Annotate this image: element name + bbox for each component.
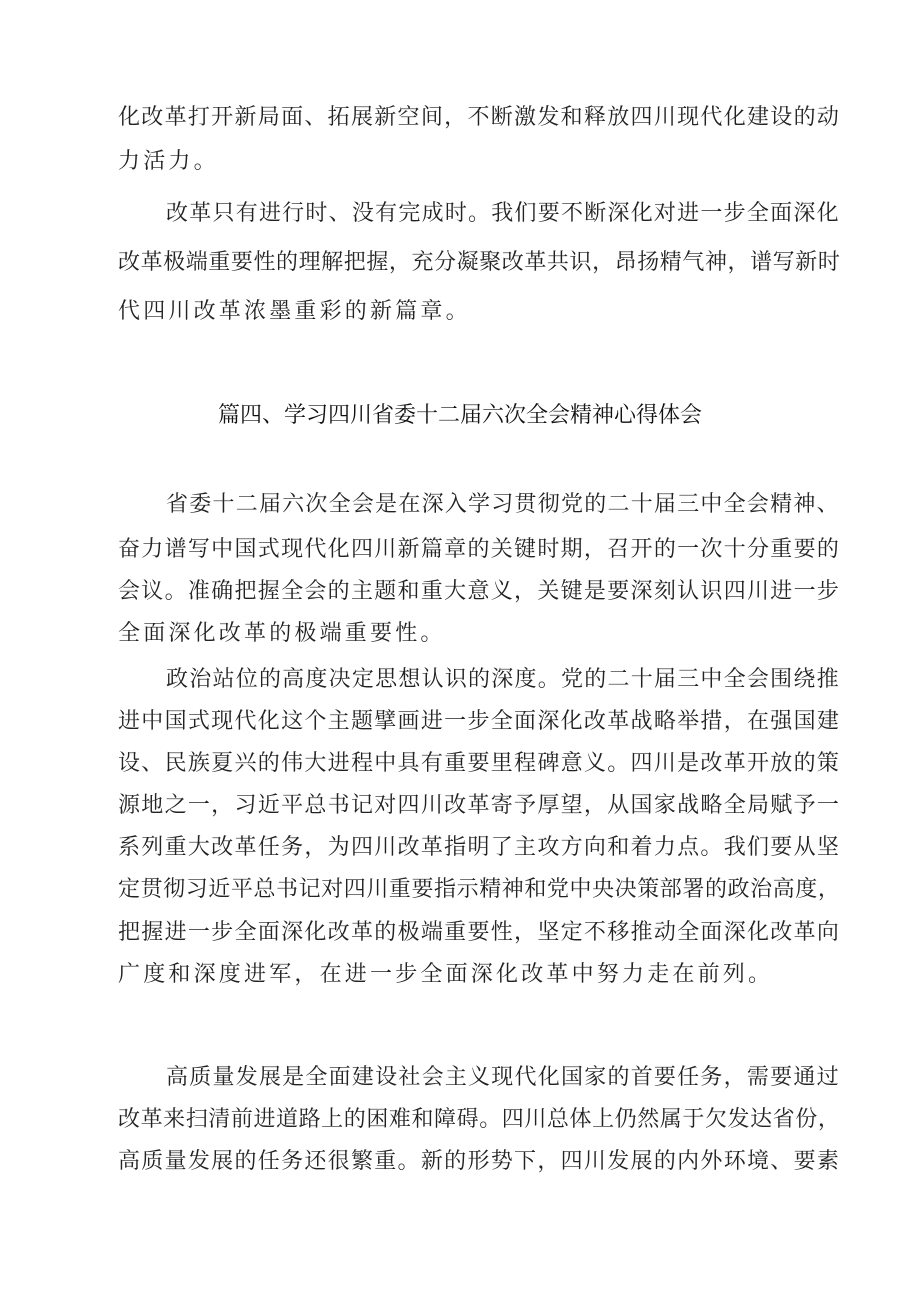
text-line: 改革极端重要性的理解把握，充分凝聚改革共识，昂扬精气神，谱写新时 (118, 250, 841, 275)
text-line: 化改革打开新局面、拓展新空间，不断激发和释放四川现代化建设的动 (118, 105, 841, 130)
text-line: 改革只有进行时、没有完成时。我们要不断深化对进一步全面深化 (166, 201, 840, 226)
text-line: 力活力。 (118, 149, 219, 174)
text-line: 会议。准确把握全会的主题和重大意义，关键是要深刻认识四川进一步 (118, 579, 841, 604)
text-line: 高质量发展是全面建设社会主义现代化国家的首要任务，需要通过 (166, 1065, 840, 1090)
text-line: 改革来扫清前进道路上的困难和障碍。四川总体上仍然属于欠发达省份， (118, 1107, 841, 1132)
text-line: 省委十二届六次全会是在深入学习贯彻党的二十届三中全会精神、 (166, 492, 840, 517)
text-line: 政治站位的高度决定思想认识的深度。党的二十届三中全会围绕推 (166, 667, 840, 692)
text-line: 进中国式现代化这个主题擘画进一步全面深化改革战略举措，在强国建 (118, 709, 841, 734)
text-line: 全面深化改革的极端重要性。 (118, 621, 446, 646)
text-line: 奋力谱写中国式现代化四川新篇章的关键时期，召开的一次十分重要的 (118, 537, 841, 562)
text-line: 广度和深度进军，在进一步全面深化改革中努力走在前列。 (118, 962, 774, 987)
section-title: 篇四、学习四川省委十二届六次全会精神心得体会 (217, 403, 702, 428)
text-line: 代四川改革浓墨重彩的新篇章。 (118, 299, 471, 324)
text-line: 把握进一步全面深化改革的极端重要性，坚定不移推动全面深化改革向 (118, 920, 841, 945)
text-line: 定贯彻习近平总书记对四川重要指示精神和党中央决策部署的政治高度， (118, 877, 841, 902)
text-line: 设、民族夏兴的伟大进程中具有重要里程碑意义。四川是改革开放的策 (118, 751, 841, 776)
text-line: 高质量发展的任务还很繁重。新的形势下，四川发展的内外环境、要素 (118, 1149, 841, 1174)
text-line: 源地之一，习近平总书记对四川改革寄予厚望，从国家战略全局赋予一 (118, 793, 841, 818)
text-line: 系列重大改革任务，为四川改革指明了主攻方向和着力点。我们要从坚 (118, 835, 841, 860)
